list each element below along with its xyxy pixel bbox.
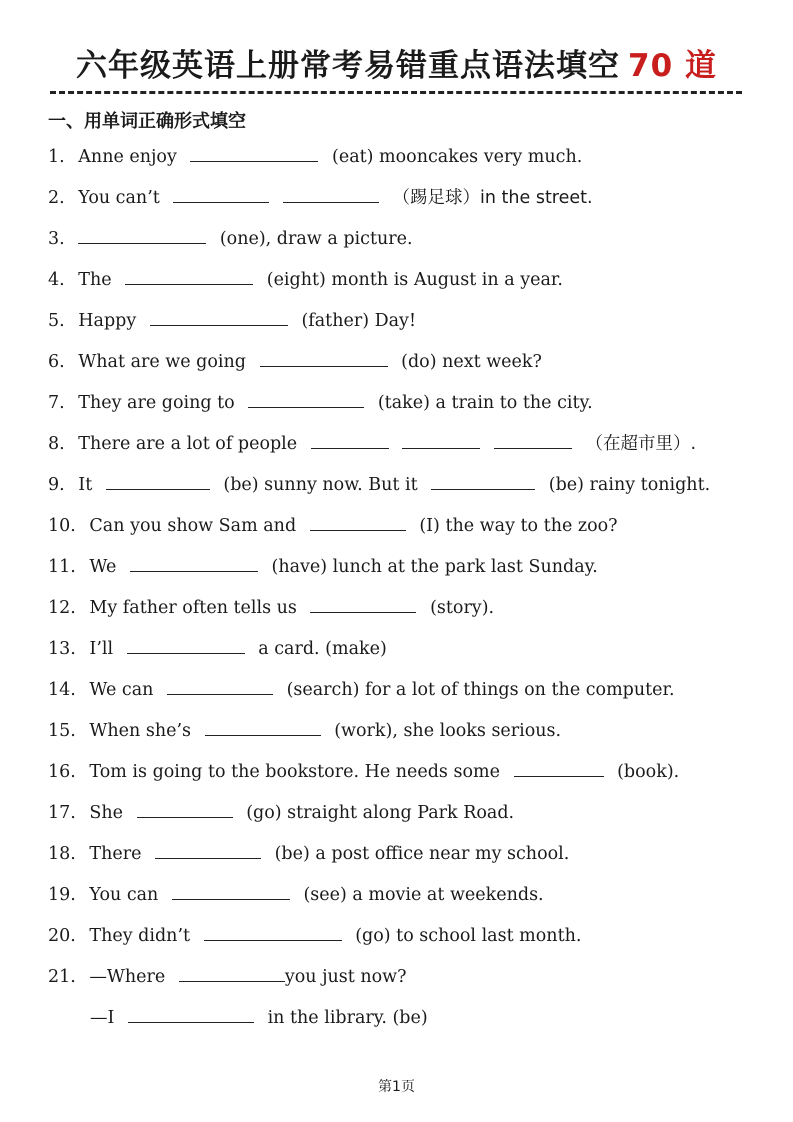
question-5 [48,307,416,333]
answer-blank[interactable] [204,922,342,941]
title-count: 70 道 [628,48,717,84]
question-number: 12. [48,598,76,618]
question-21 [48,963,407,989]
question-text: They didn’t [89,926,191,946]
answer-blank[interactable] [167,676,273,695]
answer-blank[interactable] [310,594,416,613]
title-divider [50,91,742,94]
answer-blank[interactable] [205,717,321,736]
question-text: (search) for a lot of things on the computer. [286,680,675,700]
question-number: 3. [48,229,65,249]
question-number: 6. [48,352,65,372]
question-number: 13. [48,639,76,659]
question-4 [48,266,563,292]
answer-blank[interactable] [172,881,290,900]
question-number: 16. [48,762,76,782]
question-19 [48,881,544,907]
answer-blank[interactable] [127,635,245,654]
page-number: 第1页 [378,1079,415,1095]
answer-blank[interactable] [137,799,233,818]
answer-blank[interactable] [78,225,206,244]
question-text: Happy [78,311,137,331]
question-text: It [78,475,93,495]
question-number: 21. [48,967,76,987]
question-1 [48,143,582,169]
question-21-reply [90,1004,428,1030]
question-text: (go) straight along Park Road. [246,803,515,823]
question-text: The [78,270,112,290]
answer-blank[interactable] [190,143,318,162]
answer-blank[interactable] [248,389,364,408]
answer-blank[interactable] [125,266,253,285]
question-text: (see) a movie at weekends. [303,885,544,905]
question-text: They are going to [78,393,235,413]
answer-blank[interactable] [155,840,261,859]
question-text: (I) the way to the zoo? [419,516,618,536]
question-7 [48,389,593,415]
question-text: （踢足球）in the street. [392,188,593,208]
question-text: (have) lunch at the park last Sunday. [271,557,598,577]
question-3 [48,225,413,251]
question-text: (story). [430,598,495,618]
answer-blank[interactable] [128,1004,254,1023]
question-text: When she’s [89,721,192,741]
question-text: (one), draw a picture. [219,229,413,249]
question-number: 20. [48,926,76,946]
question-text: What are we going [78,352,246,372]
question-16 [48,758,679,784]
question-15 [48,717,561,743]
question-number: 1. [48,147,65,167]
question-number: 15. [48,721,76,741]
answer-blank[interactable] [494,430,572,449]
question-18 [48,840,569,866]
question-text: you just now? [284,967,407,987]
section-heading: 一、用单词正确形式填空 [48,111,246,132]
question-text: (book). [617,762,680,782]
question-2 [48,184,593,210]
question-17 [48,799,514,825]
question-text: —Where [89,967,166,987]
question-number: 17. [48,803,76,823]
question-number: 9. [48,475,65,495]
question-text: —I [90,1008,115,1028]
question-12 [48,594,494,620]
question-text: in the library. (be) [267,1008,428,1028]
question-number: 14. [48,680,76,700]
question-text: （在超市里）. [585,434,697,454]
answer-blank[interactable] [260,348,388,367]
answer-blank[interactable] [310,512,406,531]
question-number: 11. [48,557,76,577]
question-text: We can [89,680,154,700]
question-8 [48,430,696,456]
question-text: Tom is going to the bookstore. He needs some [89,762,500,782]
question-text: (eat) mooncakes very much. [332,147,583,167]
answer-blank[interactable] [106,471,210,490]
question-text: (take) a train to the city. [377,393,593,413]
answer-blank[interactable] [150,307,288,326]
question-text: I’ll [89,639,114,659]
question-text: You can [89,885,159,905]
answer-blank[interactable] [514,758,604,777]
question-text: There [89,844,142,864]
question-6 [48,348,542,374]
question-13 [48,635,387,661]
question-9 [48,471,710,497]
title-main: 六年级英语上册常考易错重点语法填空 [76,48,621,84]
question-number: 5. [48,311,65,331]
question-text: a card. (make) [258,639,387,659]
question-number: 10. [48,516,76,536]
question-text: (be) sunny now. But it [223,475,418,495]
question-text: (work), she looks serious. [334,721,562,741]
question-number: 4. [48,270,65,290]
question-text: My father often tells us [89,598,297,618]
question-text: There are a lot of people [78,434,298,454]
answer-blank[interactable] [402,430,480,449]
question-text: (eight) month is August in a year. [266,270,563,290]
answer-blank[interactable] [311,430,389,449]
answer-blank[interactable] [173,184,269,203]
question-text: She [89,803,124,823]
question-number: 19. [48,885,76,905]
question-text: We [89,557,117,577]
answer-blank[interactable] [130,553,258,572]
question-14 [48,676,675,702]
answer-blank[interactable] [431,471,535,490]
question-text: Anne enjoy [78,147,177,167]
question-text: Can you show Sam and [89,516,297,536]
answer-blank[interactable] [283,184,379,203]
question-number: 2. [48,188,65,208]
question-number: 7. [48,393,65,413]
question-text: (be) a post office near my school. [274,844,570,864]
question-text: (do) next week? [401,352,542,372]
question-text: You can’t [78,188,160,208]
answer-blank[interactable] [179,963,285,982]
question-text: (be) rainy tonight. [548,475,711,495]
question-text: (father) Day! [301,311,416,331]
question-number: 18. [48,844,76,864]
question-text: (go) to school last month. [355,926,582,946]
question-10 [48,512,618,538]
question-11 [48,553,598,579]
question-number: 8. [48,434,65,454]
page-title [0,40,793,85]
question-20 [48,922,581,948]
